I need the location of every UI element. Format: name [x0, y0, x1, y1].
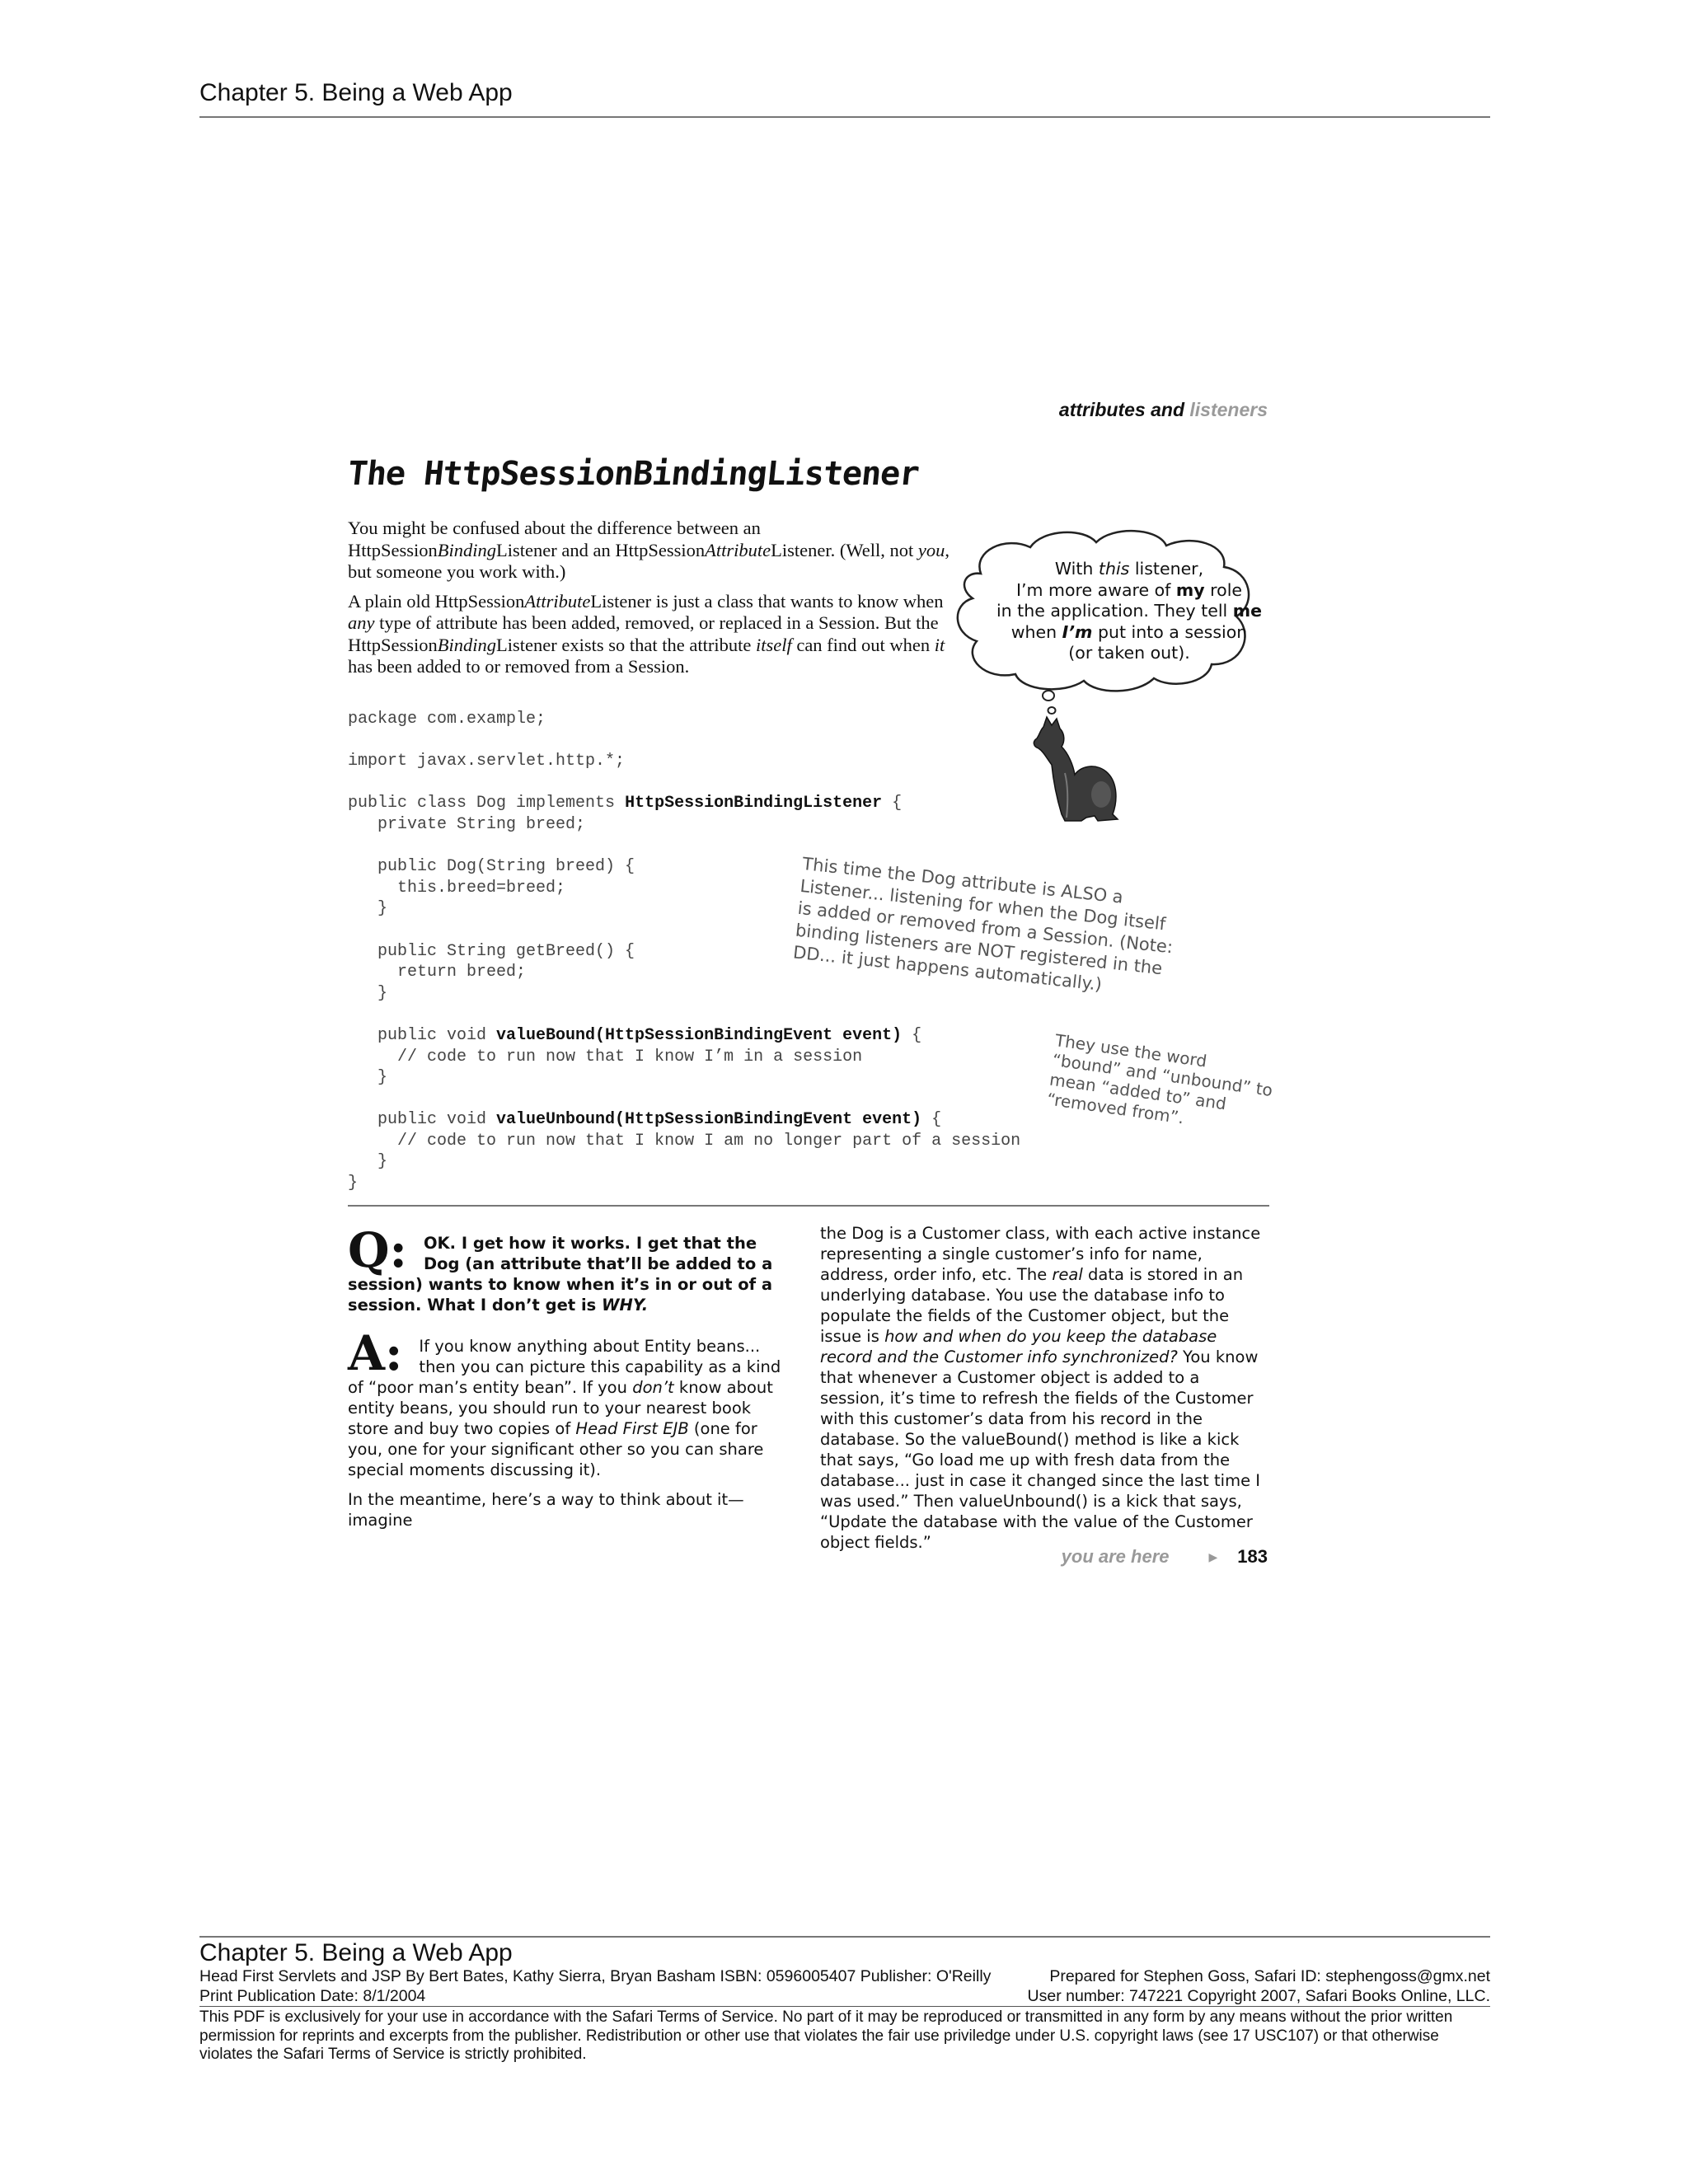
intro-text — [348, 518, 958, 686]
pdf-footer-chapter: Chapter 5. Being a Web App — [199, 1939, 513, 1966]
pdf-footer-divider — [199, 1936, 1490, 1938]
page-number: 183 — [1237, 1546, 1268, 1567]
page-footer — [1062, 1546, 1268, 1568]
answer-continued: In the meantime, here’s a way to think about it—imagine — [348, 1490, 744, 1530]
qa-divider — [348, 1205, 1269, 1207]
code-listing: package com.example; import javax.servlet.http.*; public class Dog implements HttpSessionBindingListener { private String breed; public Dog(String breed) { this.breed=breed; } public String getBreed() { return breed; } public void valueBound(HttpSessionBindingEvent event) { // code to run now that I know I’m in a session } public void valueUnbound(HttpSessionBindingEvent event) { // code to run now that I know I am no longer part of a session } } — [348, 710, 1021, 1193]
answer: A: If you know anything about Entity beans... then you can picture this capability as a kind of “poor man’s entity bean”. If you don’t know about entity beans, you should run to your nearest book store and buy two copies of Head First EJB (one for you, one for your significant other so you can share special moments discussing it). — [348, 1325, 781, 1479]
intro-paragraph-1: You might be confused about the difference between an HttpSessionBindingListener and an HttpSessionAttributeListener. (Well, not you, but someone you work with.) — [348, 518, 950, 582]
bound-unbound-note: They use the word “bound” and “unbound” to mean “added to” and “removed from”. — [1045, 1030, 1274, 1128]
prepared-for: Prepared for Stephen Goss, Safari ID: stephengoss@gmx.net — [1049, 1967, 1490, 1985]
legal-divider — [199, 2006, 1490, 2007]
you-are-here: you are here — [1061, 1546, 1170, 1567]
running-head-highlight: listeners — [1189, 399, 1268, 420]
q-letter: Q: — [348, 1222, 407, 1278]
intro-paragraph-2: A plain old HttpSessionAttributeListener is just a class that wants to know when any type of attribute has been added, removed, or replaced in a Session. But the HttpSessionBindingListener exists so that the attribute itself can find out when it has been added to or removed from a Session. — [348, 590, 945, 677]
thought-dot — [1043, 691, 1054, 701]
a-letter: A: — [348, 1325, 403, 1381]
user-number: User number: 747221 Copyright 2007, Safari Books Online, LLC. — [1027, 1987, 1490, 2005]
pub-date: Print Publication Date: 8/1/2004 — [199, 1987, 426, 2005]
running-head — [1059, 399, 1268, 421]
qa-column-right — [820, 1223, 1265, 1562]
pdf-footer-book-info — [199, 1967, 1490, 1985]
qa-column-left — [348, 1222, 793, 1540]
question: Q: OK. I get how it works. I get that the Dog (an attribute that’ll be added to a session) wants to know when it’s in or out of a session. What I don’t get is WHY. — [348, 1222, 773, 1315]
section-title: The HttpSessionBindingListener — [345, 455, 921, 493]
chapter-header: Chapter 5. Being a Web App — [199, 79, 513, 106]
legal-notice: This PDF is exclusively for your use in accordance with the Safari Terms of Service. No part of it may be reproduced or transmitted in any form by any means without the prior written permission for reprints and excerpts from the publisher. Redistribution or other use that violates the fair use priviledge under U.S. copyright laws (see 17 USC107) or that otherwise violates the Safari Terms of Service is strictly prohibited. — [199, 2008, 1453, 2063]
arrow-right-icon: ▶ — [1208, 1550, 1218, 1563]
dog-listener-note: This time the Dog attribute is ALSO a Listener... listening for when the Dog itself is added or removed from a Session. (Note: binding listeners are NOT registered in the DD... it just happens automatically.) — [792, 853, 1175, 995]
running-head-prefix: attributes and — [1058, 399, 1184, 420]
header-divider — [199, 116, 1490, 118]
pdf-footer-pub-info — [199, 1987, 1490, 2005]
answer-column-2: the Dog is a Customer class, with each active instance representing a single customer’s info for name, address, order info, etc. The real data is stored in an underlying database. You use the database info to populate the fields of the Customer object, but the issue is how and when do you keep the database record and the Customer info synchronized? You know that whenever a Customer object is added to a session, it’s time to refresh the fields of the Customer with this customer’s data from his record in the database. So the valueBound() method is like a kick that says, “Go load me up with fresh data from the database... just in case it changed since the last time I was used.” Then valueUnbound() is a kick that says, “Update the database with the value of the Customer object fields.” — [820, 1224, 1261, 1552]
bubble-text: With this listener, I’m more aware of my role in the application. They tell me when I’m put into a session (or taken out). — [996, 559, 1263, 663]
book-info: Head First Servlets and JSP By Bert Bates, Kathy Sierra, Bryan Basham ISBN: 0596005407 Publisher: O'Reilly — [199, 1967, 992, 1985]
thought-dot — [1048, 707, 1056, 714]
dog-illustration — [1032, 715, 1123, 824]
